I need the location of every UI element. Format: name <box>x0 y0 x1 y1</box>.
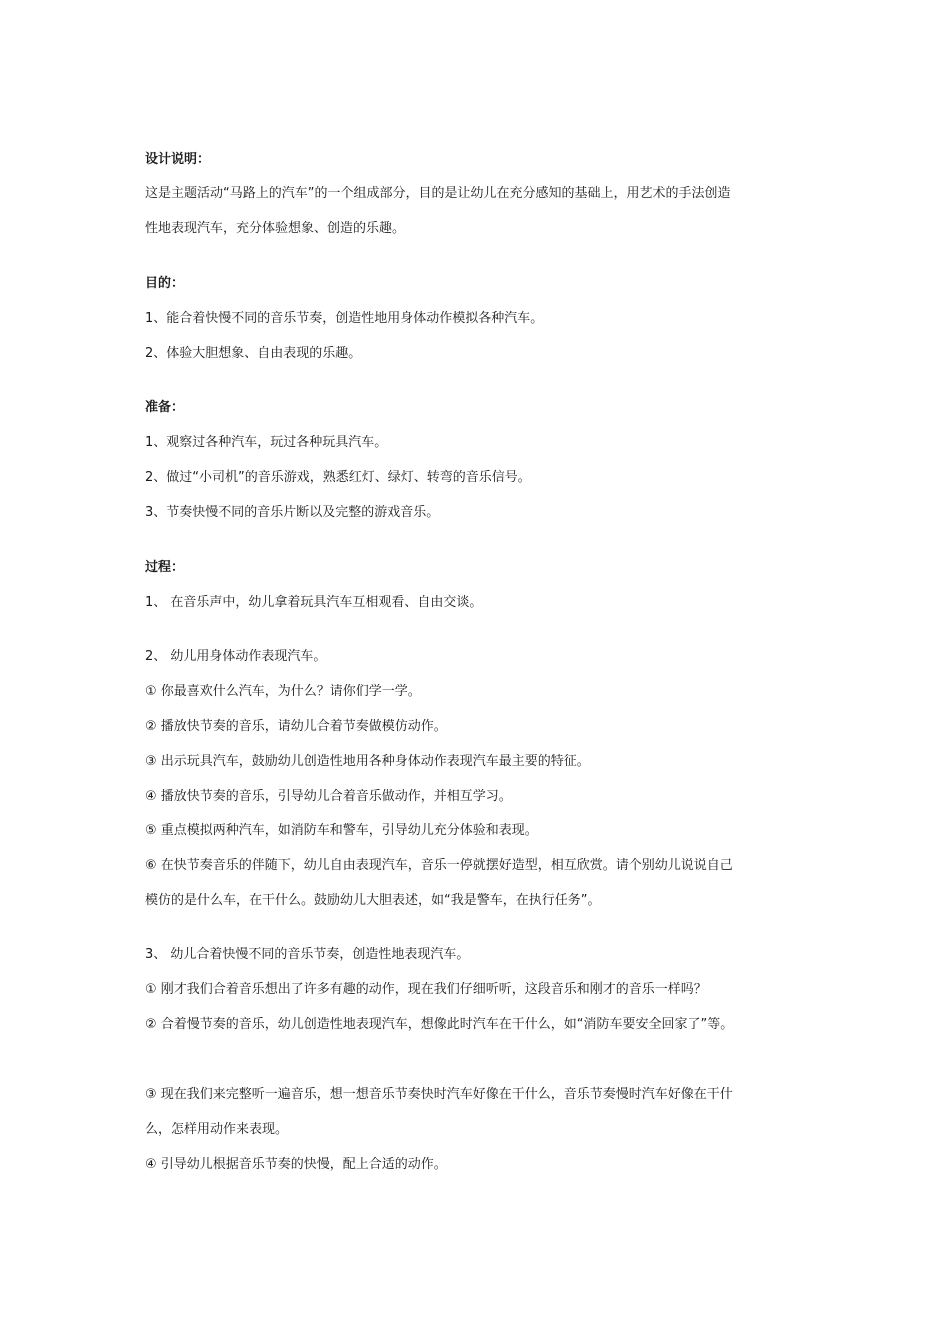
process-substep: ④ 引导幼儿根据音乐节奏的快慢，配上合适的动作。 <box>145 1157 447 1172</box>
process-heading: 过程： <box>145 560 185 575</box>
design-text-line: 性地表现汽车，充分体验想象、创造的乐趣。 <box>145 221 406 236</box>
process-substep: ② 播放快节奏的音乐，请幼儿合着节奏做模仿动作。 <box>145 719 447 734</box>
process-substep-continued: 模仿的是什么车，在干什么。鼓励幼儿大胆表述，如“我是警车，在执行任务”。 <box>145 893 601 908</box>
process-substep: ② 合着慢节奏的音乐，幼儿创造性地表现汽车，想像此时汽车在干什么，如“消防车要安全回家了”等。 <box>145 1017 734 1032</box>
process-step: 2、 幼儿用身体动作表现汽车。 <box>145 649 327 664</box>
design-text-line: 这是主题活动“马路上的汽车”的一个组成部分，目的是让幼儿在充分感知的基础上，用艺术的手法创造 <box>145 186 731 201</box>
process-substep: ③ 现在我们来完整听一遍音乐，想一想音乐节奏快时汽车好像在干什么，音乐节奏慢时汽车好像在干什 <box>145 1087 733 1102</box>
process-substep: ④ 播放快节奏的音乐，引导幼儿合着音乐做动作，并相互学习。 <box>145 789 512 804</box>
process-substep: ① 你最喜欢什么汽车，为什么？请你们学一学。 <box>145 684 421 699</box>
process-substep: ⑤ 重点模拟两种汽车，如消防车和警车，引导幼儿充分体验和表现。 <box>145 823 538 838</box>
goals-heading: 目的： <box>145 276 185 291</box>
goal-item: 2、体验大胆想象、自由表现的乐趣。 <box>145 346 362 361</box>
process-substep: ⑥ 在快节奏音乐的伴随下，幼儿自由表现汽车，音乐一停就摆好造型，相互欣赏。请个别幼儿说说自己 <box>145 858 733 873</box>
prep-item: 2、做过“小司机”的音乐游戏，熟悉红灯、绿灯、转弯的音乐信号。 <box>145 470 531 485</box>
process-step: 3、 幼儿合着快慢不同的音乐节奏，创造性地表现汽车。 <box>145 947 470 962</box>
process-step: 1、 在音乐声中，幼儿拿着玩具汽车互相观看、自由交谈。 <box>145 595 483 610</box>
prep-item: 1、观察过各种汽车，玩过各种玩具汽车。 <box>145 435 388 450</box>
process-substep: ③ 出示玩具汽车，鼓励幼儿创造性地用各种身体动作表现汽车最主要的特征。 <box>145 754 590 769</box>
process-substep: ① 刚才我们合着音乐想出了许多有趣的动作，现在我们仔细听听，这段音乐和刚才的音乐一样吗？ <box>145 982 707 997</box>
process-substep-continued: 么，怎样用动作来表现。 <box>145 1122 289 1137</box>
prep-heading: 准备： <box>145 400 185 415</box>
design-heading: 设计说明： <box>145 152 211 167</box>
prep-item: 3、节奏快慢不同的音乐片断以及完整的游戏音乐。 <box>145 505 440 520</box>
goal-item: 1、能合着快慢不同的音乐节奏，创造性地用身体动作模拟各种汽车。 <box>145 311 544 326</box>
